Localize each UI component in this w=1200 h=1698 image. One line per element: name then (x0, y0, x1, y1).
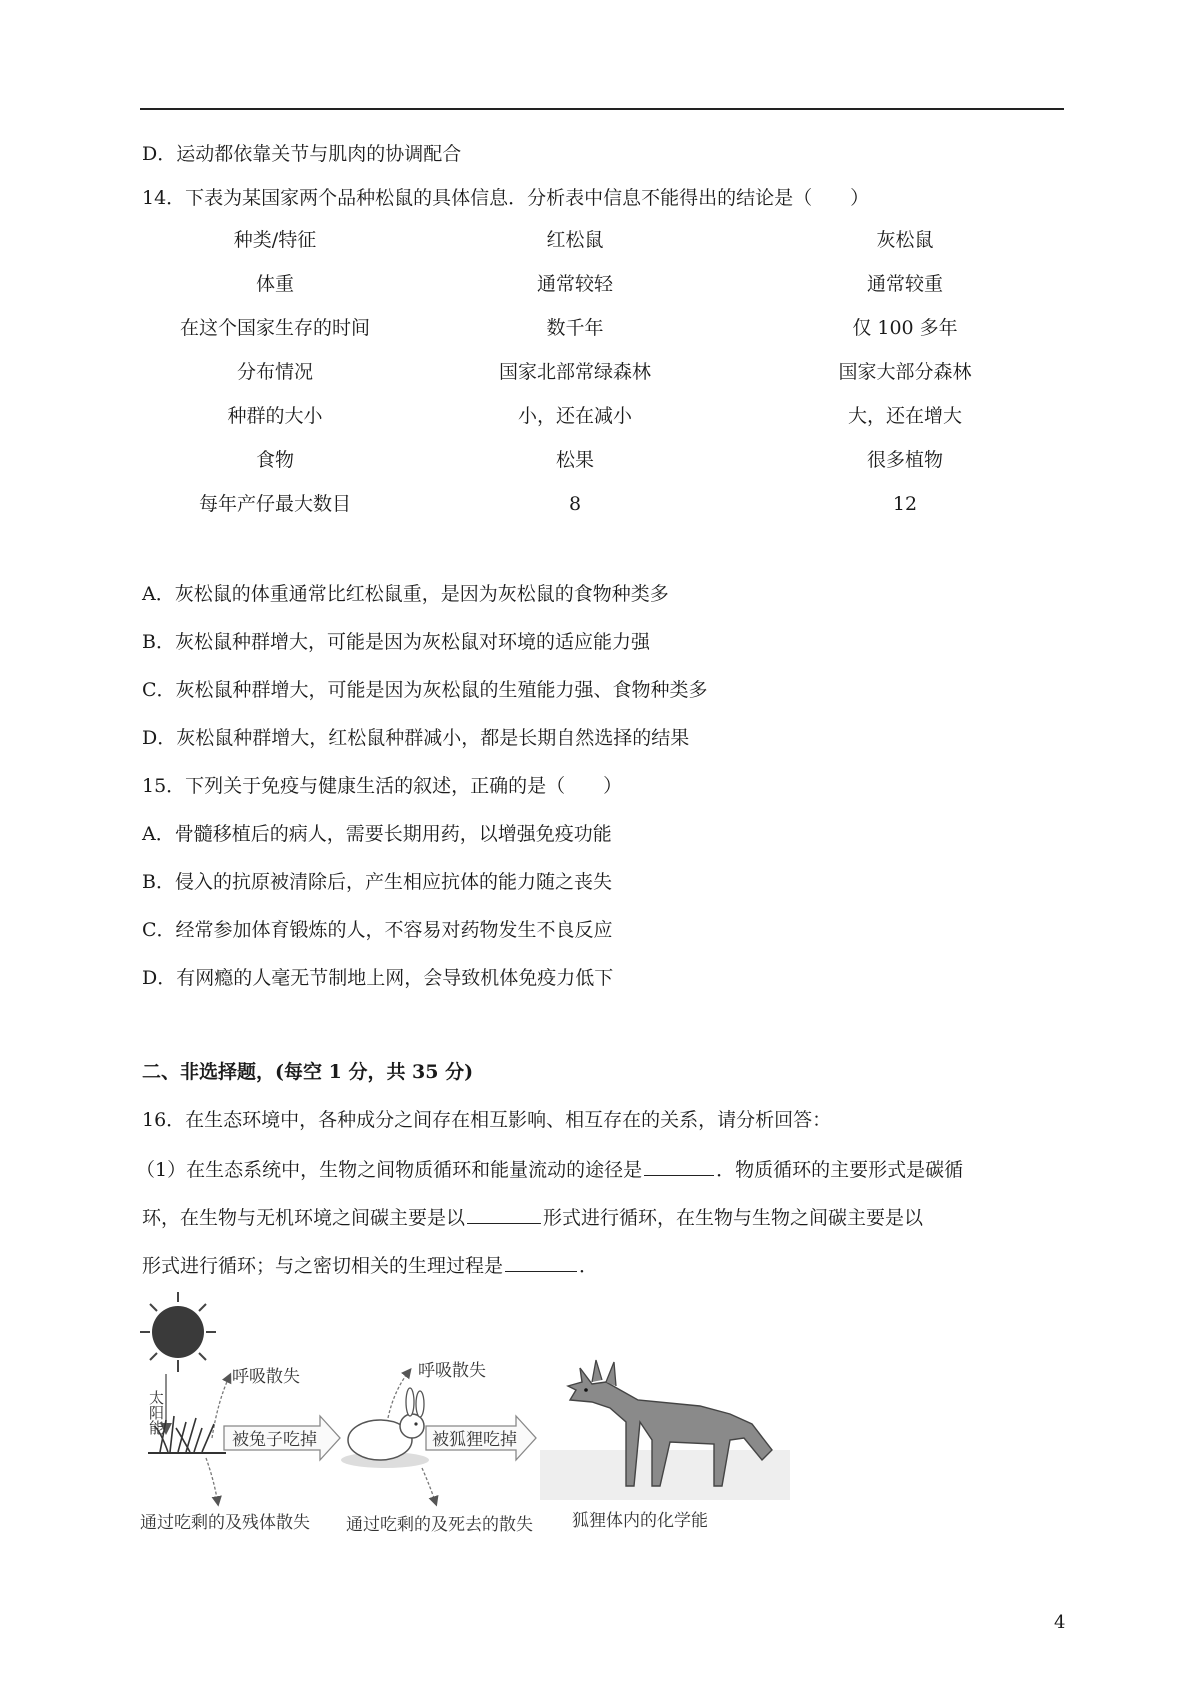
table-cell: 小，还在减小 (517, 405, 632, 427)
arrow-label: 被狐狸吃掉 (432, 1430, 517, 1450)
q16-text: ． (579, 1255, 599, 1277)
table-row (140, 358, 1064, 386)
section-heading: 二、非选择题，(每空 1 分，共 35 分) (142, 1061, 474, 1083)
q14-option-d: D．灰松鼠种群增大，红松鼠种群减小，都是长期自然选择的结果 (142, 727, 690, 749)
table-row (140, 402, 1064, 430)
table-cell: 松果 (555, 449, 594, 471)
table-cell: 8 (568, 493, 582, 515)
table-cell: 大，还在增大 (847, 405, 962, 427)
energy-flow-figure (140, 1290, 800, 1552)
q14-option-b: B．灰松鼠种群增大，可能是因为灰松鼠对环境的适应能力强 (142, 631, 650, 653)
q16-text: ．物质循环的主要形式是碳循 (716, 1159, 964, 1181)
rabbit-icon (341, 1388, 429, 1468)
q16-text: 环，在生物与无机环境之间碳主要是以 (142, 1207, 466, 1229)
q15-option-b: B．侵入的抗原被清除后，产生相应抗体的能力随之丧失 (142, 871, 612, 893)
arrow-eaten-by-rabbit (224, 1416, 340, 1460)
table-cell: 每年产仔最大数目 (198, 493, 351, 515)
table-cell: 很多植物 (866, 449, 943, 471)
respiration-label: 呼吸散失 (232, 1367, 300, 1387)
header-rule (140, 108, 1064, 110)
table-cell: 通常较轻 (536, 273, 613, 295)
answer-blank[interactable] (644, 1156, 714, 1176)
table-row (140, 314, 1064, 342)
table-row (140, 490, 1064, 518)
bottom-label-fox: 狐狸体内的化学能 (572, 1511, 708, 1531)
table-cell: 数千年 (546, 317, 604, 339)
table-header-cell: 灰松鼠 (876, 229, 934, 251)
sun-label: 太阳能 (147, 1390, 165, 1435)
bottom-label-rabbit: 通过吃剩的及死去的散失 (346, 1515, 533, 1535)
sun-icon (140, 1292, 216, 1372)
table-cell: 国家大部分森林 (838, 361, 972, 383)
table-header-cell: 红松鼠 (546, 229, 604, 251)
table-cell: 在这个国家生存的时间 (179, 317, 370, 339)
bottom-label-grass: 通过吃剩的及残体散失 (140, 1513, 310, 1533)
q16-part1-line2 (142, 1204, 923, 1230)
q14-option-c: C．灰松鼠种群增大，可能是因为灰松鼠的生殖能力强、食物种类多 (142, 679, 708, 701)
q16-text: （1）在生态系统中，生物之间物质循环和能量流动的途径是 (136, 1159, 643, 1181)
table-header-row (140, 226, 1064, 254)
answer-blank[interactable] (467, 1204, 541, 1224)
table-cell: 12 (892, 493, 918, 515)
q16-text: 形式进行循环；与之密切相关的生理过程是 (142, 1255, 504, 1277)
fox-icon (540, 1360, 790, 1500)
page-number: 4 (1054, 1612, 1066, 1633)
table-row (140, 446, 1064, 474)
table-cell: 体重 (255, 273, 294, 295)
table-cell: 国家北部常绿森林 (498, 361, 651, 383)
table-cell: 分布情况 (236, 361, 313, 383)
table-cell: 种群的大小 (227, 405, 323, 427)
table-header-cell: 种类/特征 (233, 229, 317, 251)
q14-option-a: A．灰松鼠的体重通常比红松鼠重，是因为灰松鼠的食物种类多 (142, 583, 669, 605)
table-cell: 仅 100 多年 (852, 317, 958, 339)
table-cell: 食物 (255, 449, 294, 471)
arrow-label: 被兔子吃掉 (232, 1430, 317, 1450)
q16-part1-line1 (136, 1156, 963, 1182)
q16-stem: 16．在生态环境中，各种成分之间存在相互影响、相互存在的关系，请分析回答： (142, 1109, 832, 1131)
q13-option-d: D．运动都依靠关节与肌肉的协调配合 (142, 143, 462, 165)
table-row (140, 270, 1064, 298)
arrow-eaten-by-fox (426, 1416, 536, 1460)
answer-blank[interactable] (505, 1252, 577, 1272)
q15-option-d: D．有网瘾的人毫无节制地上网，会导致机体免疫力低下 (142, 967, 614, 989)
q14-stem: 14．下表为某国家两个品种松鼠的具体信息．分析表中信息不能得出的结论是（ ） (142, 187, 870, 209)
q15-stem: 15．下列关于免疫与健康生活的叙述，正确的是（ ） (142, 775, 623, 797)
respiration-label: 呼吸散失 (418, 1361, 486, 1381)
q16-text: 形式进行循环，在生物与生物之间碳主要是以 (543, 1207, 924, 1229)
q15-option-c: C．经常参加体育锻炼的人，不容易对药物发生不良反应 (142, 919, 613, 941)
table-cell: 通常较重 (866, 273, 943, 295)
q16-part1-line3 (142, 1252, 598, 1278)
q15-option-a: A．骨髓移植后的病人，需要长期用药，以增强免疫功能 (142, 823, 612, 845)
